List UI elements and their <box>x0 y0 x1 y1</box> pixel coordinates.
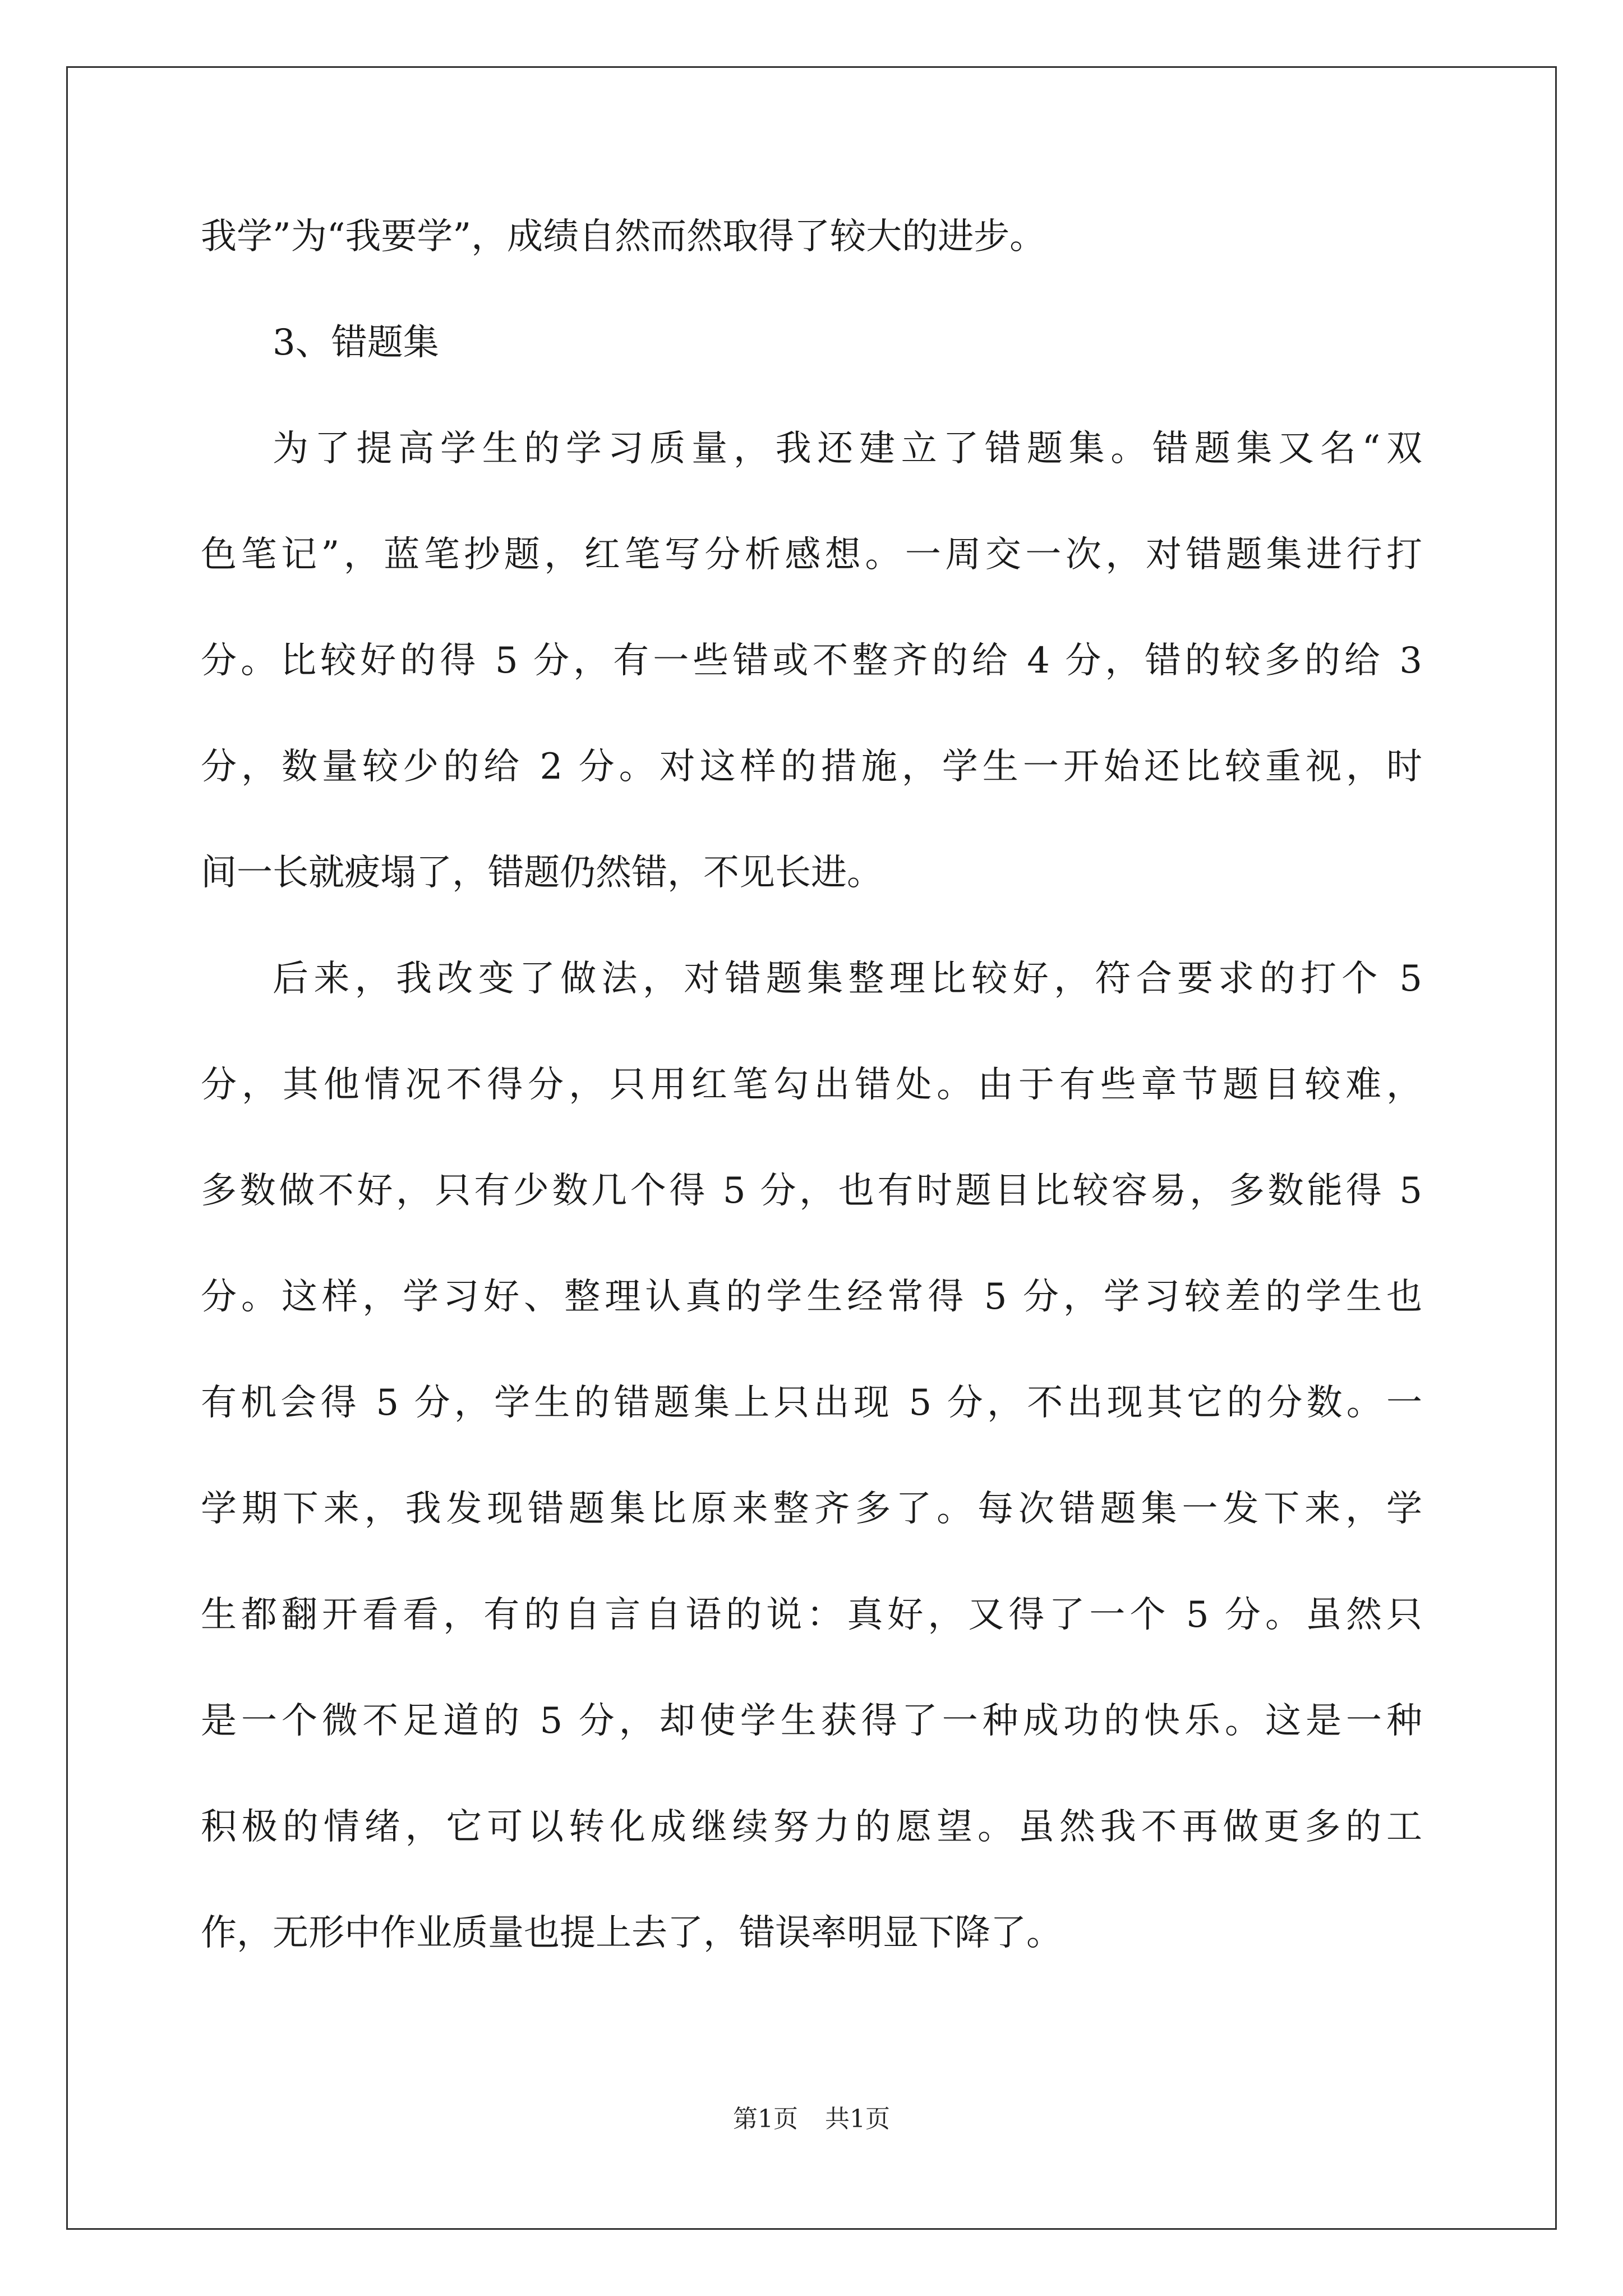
paragraph-line: 积极的情绪，它可以转化成继续努力的愿望。虽然我不再做更多的工 <box>201 1806 1422 1848</box>
page-number: 第1页 <box>733 2105 798 2133</box>
paragraph-line: 间一长就疲塌了，错题仍然错，不见长进。 <box>201 852 883 894</box>
paragraph-line: 分。比较好的得 5 分，有一些错或不整齐的给 4 分，错的较多的给 3 <box>201 640 1422 682</box>
paragraph-line: 为了提高学生的学习质量，我还建立了错题集。错题集又名“双 <box>273 428 1422 470</box>
paragraph-line: 后来，我改变了做法，对错题集整理比较好，符合要求的打个 5 <box>273 958 1422 1000</box>
paragraph-line: 分。这样，学习好、整理认真的学生经常得 5 分，学习较差的学生也 <box>201 1276 1422 1318</box>
paragraph-line: 我学”为“我要学”，成绩自然而然取得了较大的进步。 <box>201 216 1046 257</box>
page-total: 共1页 <box>825 2105 890 2133</box>
paragraph-line: 有机会得 5 分，学生的错题集上只出现 5 分，不出现其它的分数。一 <box>201 1382 1422 1424</box>
paragraph-line: 作，无形中作业质量也提上去了，错误率明显下降了。 <box>201 1912 1062 1954</box>
paragraph-line: 色笔记”，蓝笔抄题，红笔写分析感想。一周交一次，对错题集进行打 <box>201 534 1422 576</box>
paragraph-line: 分，其他情况不得分，只用红笔勾出错处。由于有些章节题目较难， <box>201 1064 1422 1106</box>
paragraph-line: 多数做不好，只有少数几个得 5 分，也有时题目比较容易，多数能得 5 <box>201 1170 1422 1212</box>
section-heading: 3、错题集 <box>273 322 439 364</box>
paragraph-line: 学期下来，我发现错题集比原来整齐多了。每次错题集一发下来，学 <box>201 1488 1422 1530</box>
paragraph-line: 是一个微不足道的 5 分，却使学生获得了一种成功的快乐。这是一种 <box>201 1700 1422 1742</box>
page-footer <box>0 2102 1623 2136</box>
paragraph-line: 生都翻开看看，有的自言自语的说：真好，又得了一个 5 分。虽然只 <box>201 1594 1422 1636</box>
paragraph-line: 分，数量较少的给 2 分。对这样的措施，学生一开始还比较重视，时 <box>201 746 1422 788</box>
